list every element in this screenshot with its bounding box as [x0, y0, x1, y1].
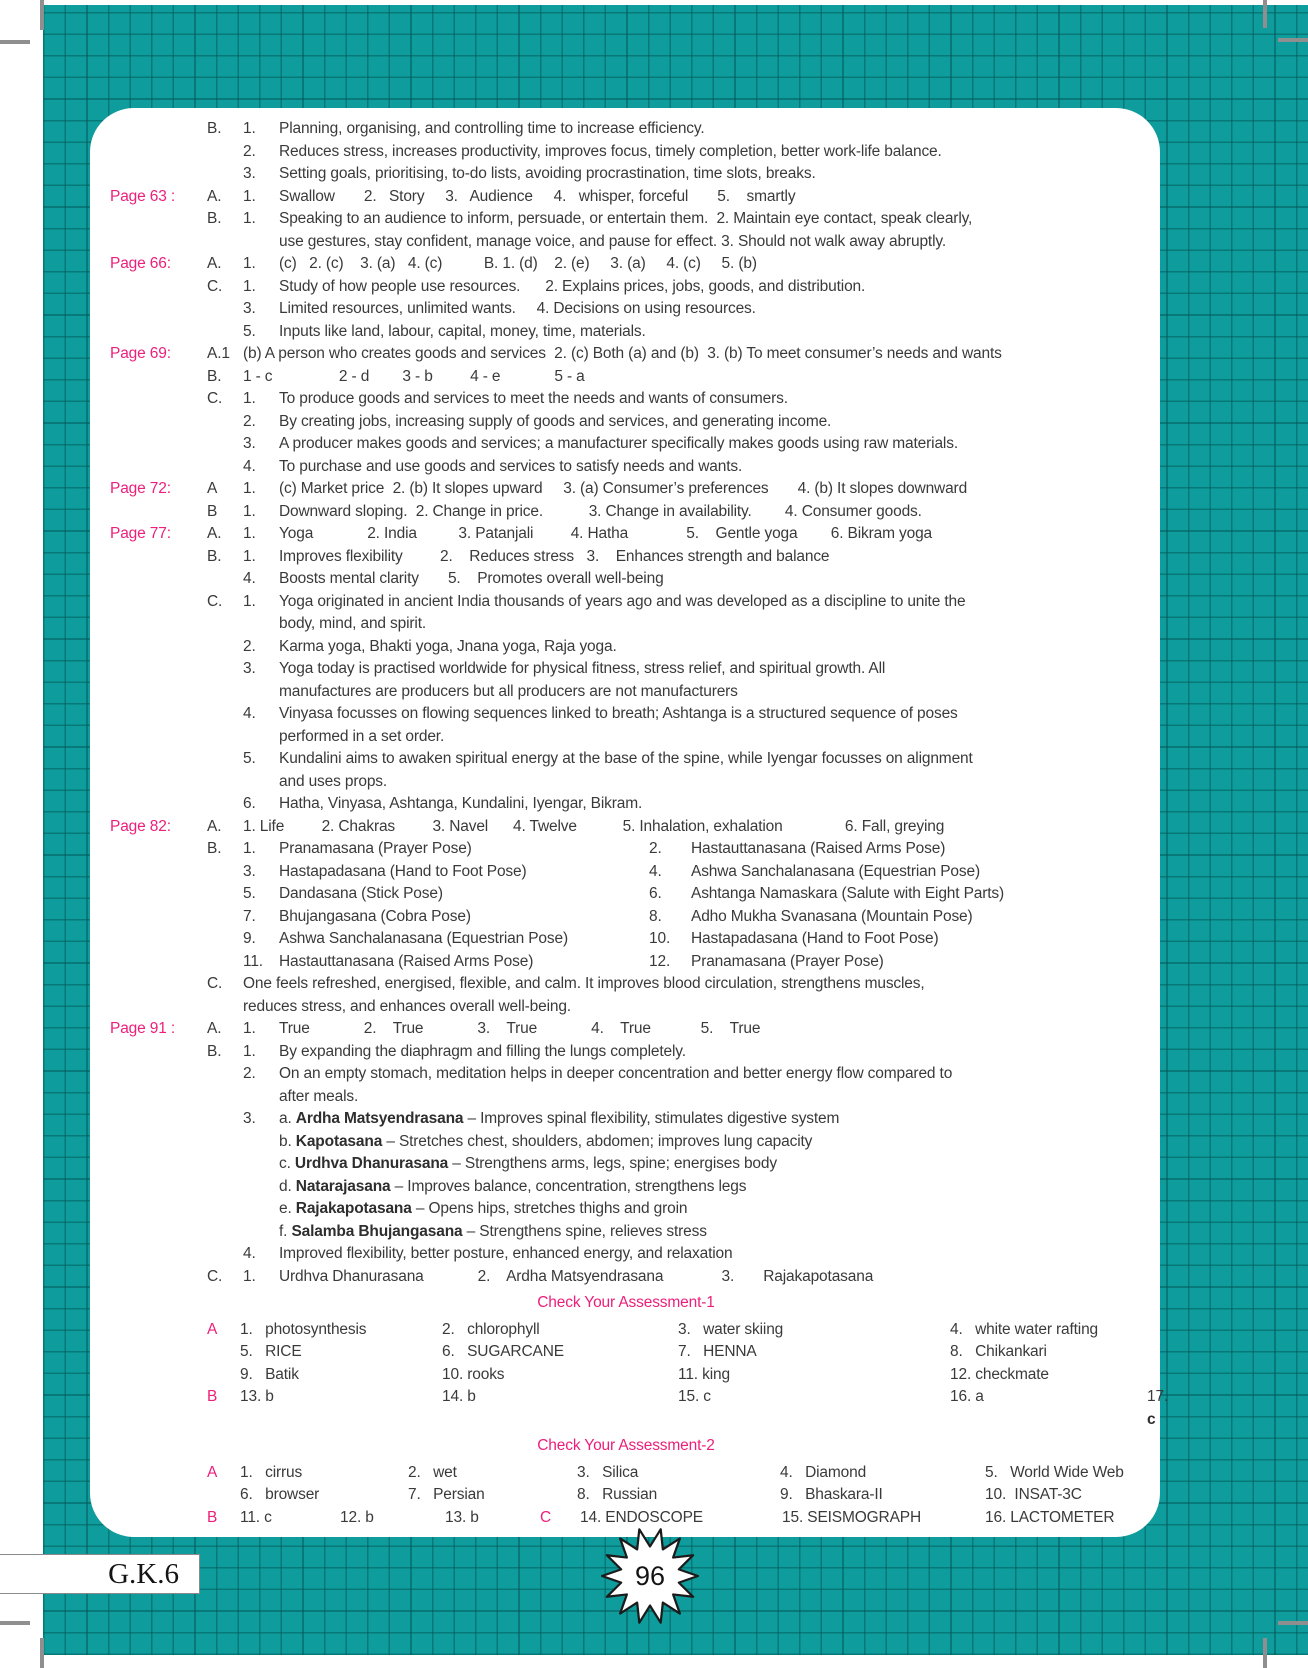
- answer-text: Reduces stress, increases productivity, improves focus, timely completion, better work-life balance.: [279, 142, 942, 160]
- answer-text: b. Kapotasana – Stretches chest, shoulders, abdomen; improves lung capacity: [279, 1132, 813, 1150]
- item-number: 2.: [243, 637, 256, 655]
- item-number: 5.: [243, 885, 256, 902]
- page-label: Page 72:: [110, 480, 171, 497]
- answer-text: use gestures, stay confident, manage voice, and pause for effect. 3. Should not walk away abruptly.: [279, 232, 946, 250]
- answer-row: [110, 141, 1142, 164]
- answer-row: [110, 1484, 1142, 1507]
- section-letter: B.: [207, 547, 222, 565]
- answer-row: [110, 1086, 1142, 1109]
- item-number: 5.: [243, 322, 256, 340]
- answer-text: Ashwa Sanchalanasana (Equestrian Pose): [691, 862, 980, 880]
- item-number: 1.: [243, 1020, 256, 1037]
- answer-text: True 2. True 3. True 4. True 5. True: [279, 1020, 761, 1037]
- answer-row: [110, 186, 1142, 209]
- answer-text: 7. HENNA: [678, 1343, 757, 1360]
- item-number: 6.: [649, 885, 662, 902]
- answer-text: 12. b: [340, 1508, 374, 1526]
- answer-text: Ashwa Sanchalanasana (Equestrian Pose): [279, 930, 568, 947]
- item-number: 5.: [243, 750, 256, 767]
- section-letter: C.: [207, 592, 223, 610]
- section-letter: B.: [207, 1042, 222, 1060]
- answer-row: [110, 568, 1142, 591]
- answer-row: [110, 1364, 1142, 1387]
- answer-text: 1. Life 2. Chakras 3. Navel 4. Twelve 5. Inhalation, exhalation 6. Fall, greying: [243, 817, 945, 835]
- answer-row: [110, 1266, 1142, 1289]
- answer-row: [110, 231, 1142, 254]
- answer-row: [110, 838, 1142, 861]
- answer-text: 6. SUGARCANE: [442, 1343, 564, 1360]
- answer-text: Hatha, Vinyasa, Ashtanga, Kundalini, Iyengar, Bikram.: [279, 795, 643, 812]
- item-number: 7.: [243, 907, 256, 925]
- answer-row: [110, 861, 1142, 884]
- answer-row: [110, 163, 1142, 186]
- answer-text: Setting goals, prioritising, to-do lists, avoiding procrastination, time slots, breaks.: [279, 165, 816, 182]
- section-letter: B.: [207, 840, 222, 857]
- answer-row: [110, 1221, 1142, 1244]
- page-label: Page 69:: [110, 345, 171, 362]
- answer-text: Yoga 2. India 3. Patanjali 4. Hatha 5. Gentle yoga 6. Bikram yoga: [279, 525, 933, 542]
- answer-row: [110, 1131, 1142, 1154]
- answer-text: c. Urdhva Dhanurasana – Strengthens arms, legs, spine; energises body: [279, 1155, 777, 1172]
- section-letter: B.: [207, 120, 222, 137]
- item-number: 2.: [243, 142, 256, 160]
- item-number: 6.: [243, 795, 256, 812]
- crop-mark-bottom-left-h: [0, 1621, 30, 1625]
- answer-row: [110, 1176, 1142, 1199]
- answer-row: [110, 793, 1142, 816]
- answer-row: [110, 433, 1142, 456]
- item-number: 1.: [243, 592, 256, 610]
- answer-text: body, mind, and spirit.: [279, 615, 427, 632]
- page-label: Page 66:: [110, 255, 171, 272]
- answer-row: [110, 1243, 1142, 1266]
- section-letter: A.: [207, 1020, 222, 1037]
- item-number: 3.: [243, 660, 256, 677]
- answer-text: e. Rajakapotasana – Opens hips, stretches thighs and groin: [279, 1200, 688, 1217]
- section-letter: A.: [207, 187, 222, 205]
- item-number: 4.: [243, 457, 256, 475]
- item-number: 4.: [243, 570, 256, 587]
- answer-text: Limited resources, unlimited wants. 4. Decisions on using resources.: [279, 300, 756, 317]
- section-letter: C.: [207, 975, 223, 992]
- answer-text: after meals.: [279, 1087, 359, 1105]
- answer-row: [110, 658, 1142, 681]
- answer-row: [110, 703, 1142, 726]
- section-letter: B.: [207, 367, 222, 385]
- answer-row: [110, 1462, 1142, 1485]
- crop-mark-bottom-left-v: [40, 1638, 44, 1668]
- crop-mark-top-left-h: [0, 40, 30, 44]
- item-number: 4.: [243, 1245, 256, 1262]
- answer-text: Pranamasana (Prayer Pose): [279, 840, 472, 857]
- answer-text: Ashtanga Namaskara (Salute with Eight Parts): [691, 885, 1005, 902]
- answers-card: [90, 108, 1173, 1537]
- answer-row: [110, 546, 1142, 569]
- answer-text: Pranamasana (Prayer Pose): [691, 952, 884, 970]
- answer-row: [110, 816, 1142, 839]
- page-label: Page 77:: [110, 525, 171, 542]
- answer-row: [110, 456, 1142, 479]
- answer-row: [110, 1198, 1142, 1221]
- crop-mark-top-right-v: [1263, 0, 1267, 28]
- answer-text: 10. rooks: [442, 1365, 505, 1383]
- section-letter: C.: [207, 277, 223, 295]
- answers-rows: [110, 118, 1173, 1529]
- assessment-heading: Check Your Assessment-2: [537, 1437, 715, 1454]
- answer-text: 7. Persian: [408, 1486, 485, 1503]
- item-number: 2.: [243, 1065, 256, 1082]
- answer-text: On an empty stomach, meditation helps in deeper concentration and better energy flow compared to: [279, 1065, 953, 1082]
- assessment-section-letter: A: [207, 1320, 218, 1338]
- item-number: 1.: [243, 480, 256, 497]
- answer-text: and uses props.: [279, 772, 388, 790]
- page-number-badge: [597, 1527, 703, 1625]
- item-number: 1.: [243, 255, 256, 272]
- answer-row: [110, 1153, 1142, 1176]
- section-letter: A.1: [207, 345, 230, 362]
- item-number: 4.: [243, 705, 256, 722]
- answer-row: [110, 478, 1142, 501]
- answer-text: d. Natarajasana – Improves balance, concentration, strengthens legs: [279, 1177, 747, 1195]
- answer-row: [110, 366, 1142, 389]
- item-number: 1.: [243, 120, 256, 137]
- answer-text: Inputs like land, labour, capital, money, time, materials.: [279, 322, 646, 340]
- answer-row: [110, 298, 1142, 321]
- answer-text: 4. white water rafting: [950, 1320, 1099, 1338]
- answer-text: 2. chlorophyll: [442, 1320, 540, 1338]
- section-letter: B: [207, 502, 218, 520]
- answer-text: 14. b: [442, 1388, 476, 1405]
- item-number: 1.: [243, 502, 256, 520]
- answer-text: 3. water skiing: [678, 1320, 784, 1338]
- answer-text: Hastauttanasana (Raised Arms Pose): [691, 840, 946, 857]
- answer-text: 5. World Wide Web: [985, 1463, 1124, 1481]
- answer-text: Bhujangasana (Cobra Pose): [279, 907, 471, 925]
- answer-row: [110, 906, 1142, 929]
- answer-row: [110, 253, 1142, 276]
- answer-row: [110, 883, 1142, 906]
- item-number: 10.: [649, 930, 671, 947]
- assessment-heading: Check Your Assessment-1: [537, 1294, 715, 1311]
- answer-row: [110, 1063, 1142, 1086]
- answer-text: 2. wet: [408, 1463, 457, 1481]
- crop-mark-bottom-right-v: [1263, 1638, 1267, 1668]
- item-number: 1.: [243, 525, 256, 542]
- crop-mark-top-right-h: [1278, 38, 1308, 42]
- item-number: 1.: [243, 1042, 256, 1060]
- answer-text: 1. cirrus: [240, 1463, 303, 1481]
- item-number: 12.: [649, 952, 671, 970]
- answer-row: [110, 973, 1142, 996]
- assessment-section-letter: A: [207, 1463, 218, 1481]
- answer-text: (c) Market price 2. (b) It slopes upward 3. (a) Consumer’s preferences 4. (b) It slopes downward: [279, 480, 968, 497]
- answer-text: Swallow 2. Story 3. Audience 4. whisper, forceful 5. smartly: [279, 187, 796, 205]
- answer-text: Yoga originated in ancient India thousands of years ago and was developed as a discipline to unite the: [279, 592, 966, 610]
- answer-row: [110, 501, 1142, 524]
- page-number: 96: [634, 1560, 666, 1591]
- assessment-section-letter: C: [540, 1508, 552, 1526]
- answer-text: 5. RICE: [240, 1343, 302, 1360]
- answer-text: Hastapadasana (Hand to Foot Pose): [691, 930, 939, 947]
- answer-row: [110, 1041, 1142, 1064]
- page-label: Page 82:: [110, 817, 171, 835]
- item-number: 3.: [243, 435, 256, 452]
- page-label: Page 91 :: [110, 1020, 176, 1037]
- answer-text: By expanding the diaphragm and filling the lungs completely.: [279, 1042, 686, 1060]
- item-number: 8.: [649, 907, 662, 925]
- answer-text: Downward sloping. 2. Change in price. 3. Change in availability. 4. Consumer goods.: [279, 502, 922, 520]
- answer-row: [110, 1319, 1142, 1342]
- assessment-section-letter: B: [207, 1508, 218, 1526]
- item-number: 1.: [243, 187, 256, 205]
- answer-row: [110, 343, 1142, 366]
- answer-row: [110, 636, 1142, 659]
- answer-text: 16. LACTOMETER: [985, 1508, 1115, 1526]
- answer-text: 8. Russian: [577, 1486, 658, 1503]
- answer-text: 15. c: [678, 1388, 711, 1405]
- item-number: 1.: [243, 210, 256, 227]
- answer-row: [110, 591, 1142, 614]
- answer-text: 15. SEISMOGRAPH: [782, 1508, 922, 1526]
- item-number: 3.: [243, 1110, 256, 1127]
- book-label-text: G.K.6: [108, 1557, 179, 1590]
- section-letter: C.: [207, 390, 223, 407]
- answer-text: Urdhva Dhanurasana 2. Ardha Matsyendrasana 3. Rajakapotasana: [279, 1267, 874, 1285]
- section-letter: A.: [207, 255, 222, 272]
- item-number: 2.: [649, 840, 662, 857]
- answer-text: 14. ENDOSCOPE: [580, 1508, 703, 1526]
- answer-text: Study of how people use resources. 2. Explains prices, jobs, goods, and distribution.: [279, 277, 866, 295]
- answer-text: 1. photosynthesis: [240, 1320, 367, 1338]
- answer-row: [110, 523, 1142, 546]
- section-letter: C.: [207, 1267, 223, 1285]
- answer-row: [110, 951, 1142, 974]
- crop-mark-top-left-v: [40, 0, 44, 30]
- answer-text: To produce goods and services to meet the needs and wants of consumers.: [279, 390, 788, 407]
- answer-row: [110, 321, 1142, 344]
- answer-text: Speaking to an audience to inform, persuade, or entertain them. 2. Maintain eye contact, speak clearly,: [279, 210, 973, 227]
- answer-text: Hastauttanasana (Raised Arms Pose): [279, 952, 534, 970]
- answer-row: [110, 118, 1142, 141]
- answer-text: Adho Mukha Svanasana (Mountain Pose): [691, 907, 973, 925]
- section-letter: B.: [207, 210, 222, 227]
- answer-text: 16. a: [950, 1388, 984, 1405]
- answer-text: 9. Batik: [240, 1365, 299, 1383]
- answer-text: Karma yoga, Bhakti yoga, Jnana yoga, Raja yoga.: [279, 637, 617, 655]
- answer-text: 4. Diamond: [780, 1463, 867, 1481]
- answer-text: 11. king: [678, 1365, 730, 1383]
- answer-text: manufactures are producers but all producers are not manufacturers: [279, 682, 738, 700]
- crop-mark-bottom-right-h: [1278, 1621, 1308, 1625]
- answer-row: [110, 1108, 1142, 1131]
- item-number: 3.: [243, 165, 256, 182]
- answer-row: [110, 613, 1142, 636]
- answer-text: Improves flexibility 2. Reduces stress 3. Enhances strength and balance: [279, 547, 830, 565]
- answer-text: 10. INSAT-3C: [985, 1486, 1082, 1503]
- answer-text: 13. b: [240, 1388, 274, 1405]
- answer-text: Boosts mental clarity 5. Promotes overall well-being: [279, 570, 664, 587]
- answer-text: Hastapadasana (Hand to Foot Pose): [279, 862, 527, 880]
- answer-text: reduces stress, and enhances overall well-being.: [243, 997, 571, 1015]
- item-number: 9.: [243, 930, 256, 947]
- answer-text: 12. checkmate: [950, 1365, 1049, 1383]
- answer-text: (b) A person who creates goods and services 2. (c) Both (a) and (b) 3. (b) To meet consumer’s needs and wants: [243, 345, 1002, 362]
- item-number: 1.: [243, 547, 256, 565]
- answer-text: Kundalini aims to awaken spiritual energy at the base of the spine, while Iyengar focusses on alignment: [279, 750, 973, 767]
- answer-text: 8. Chikankari: [950, 1343, 1047, 1360]
- item-number: 1.: [243, 277, 256, 295]
- answer-row: [110, 276, 1142, 299]
- item-number: 4.: [649, 862, 662, 880]
- item-number: 2.: [243, 412, 256, 430]
- answer-text: A producer makes goods and services; a manufacturer specifically makes goods using raw materials.: [279, 435, 958, 452]
- assessment-section-letter: B: [207, 1388, 218, 1405]
- answer-text: Planning, organising, and controlling time to increase efficiency.: [279, 120, 705, 137]
- item-number: 3.: [243, 300, 256, 317]
- answer-row: [110, 1386, 1173, 1431]
- answer-row: [110, 681, 1142, 704]
- book-label: [0, 1554, 200, 1594]
- answer-row: [110, 1507, 1142, 1530]
- answer-text: 3. Silica: [577, 1463, 639, 1481]
- answer-text: To purchase and use goods and services to satisfy needs and wants.: [279, 457, 743, 475]
- item-number: 3.: [243, 862, 256, 880]
- answer-text: 17. c: [1147, 1388, 1173, 1428]
- answer-text: 9. Bhaskara-II: [780, 1486, 883, 1503]
- answer-text: f. Salamba Bhujangasana – Strengthens spine, relieves stress: [279, 1222, 707, 1240]
- page-label: Page 63 :: [110, 187, 176, 205]
- answer-row: [110, 1341, 1142, 1364]
- answer-row: [110, 726, 1142, 749]
- item-number: 11.: [243, 952, 263, 970]
- answer-text: 13. b: [445, 1508, 479, 1526]
- answer-row: [110, 771, 1142, 794]
- answer-row: [110, 748, 1142, 771]
- item-number: 1.: [243, 390, 256, 407]
- answer-text: a. Ardha Matsyendrasana – Improves spinal flexibility, stimulates digestive system: [279, 1110, 840, 1127]
- answer-text: Vinyasa focusses on flowing sequences linked to breath; Ashtanga is a structured sequence of poses: [279, 705, 958, 722]
- answer-text: performed in a set order.: [279, 727, 445, 745]
- answer-row: [110, 928, 1142, 951]
- answer-text: Yoga today is practised worldwide for physical fitness, stress relief, and spiritual growth. All: [279, 660, 886, 677]
- item-number: 1.: [243, 840, 256, 857]
- answer-text: One feels refreshed, energised, flexible, and calm. It improves blood circulation, strengthens muscles,: [243, 975, 925, 992]
- answer-text: (c) 2. (c) 3. (a) 4. (c) B. 1. (d) 2. (e) 3. (a) 4. (c) 5. (b): [279, 255, 757, 272]
- item-number: 1.: [243, 1267, 256, 1285]
- answer-row: [110, 1018, 1142, 1041]
- answer-text: 6. browser: [240, 1486, 320, 1503]
- section-letter: A: [207, 480, 218, 497]
- answer-row: [110, 411, 1142, 434]
- answer-text: 1 - c 2 - d 3 - b 4 - e 5 - a: [243, 367, 585, 385]
- answer-text: Improved flexibility, better posture, enhanced energy, and relaxation: [279, 1245, 733, 1262]
- answer-text: By creating jobs, increasing supply of goods and services, and generating income.: [279, 412, 832, 430]
- answer-text: Dandasana (Stick Pose): [279, 885, 443, 902]
- answer-row: [110, 388, 1142, 411]
- section-letter: A.: [207, 817, 222, 835]
- answer-row: [110, 996, 1142, 1019]
- answer-row: [110, 208, 1142, 231]
- answer-text: 11. c: [240, 1508, 272, 1526]
- section-letter: A.: [207, 525, 222, 542]
